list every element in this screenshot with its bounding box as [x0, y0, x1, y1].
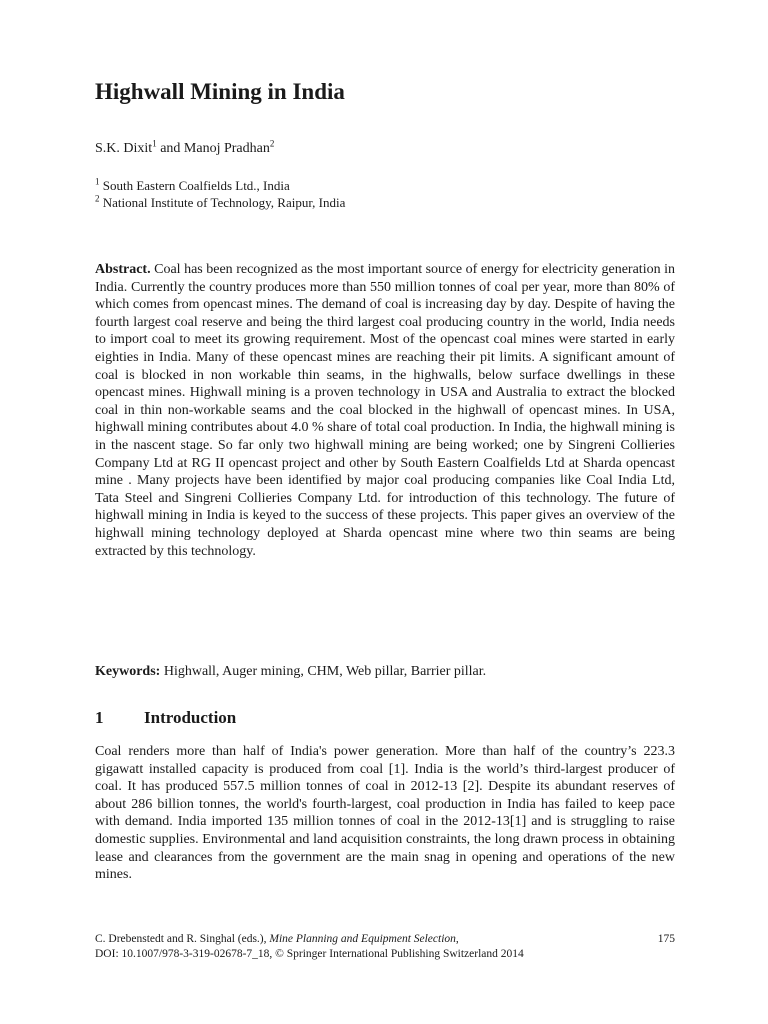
affiliation-item — [95, 177, 345, 194]
abstract-label: Abstract. — [95, 262, 151, 277]
affiliation-marker: 1 — [95, 176, 100, 187]
section-number: 1 — [95, 708, 104, 727]
author-name: S.K. Dixit — [95, 141, 153, 156]
author-name: Manoj Pradhan — [183, 141, 270, 156]
affiliation-item — [95, 194, 345, 211]
affiliation-marker: 2 — [95, 193, 100, 204]
abstract — [95, 261, 675, 560]
citation-punct: , — [455, 933, 459, 945]
editors-text: C. Drebenstedt and R. Singhal (eds.), — [95, 933, 270, 945]
abstract-text: Coal has been recognized as the most important source of energy for electricity generation in India. Currently the country produces more than 550 million tonnes of coal per year, more than 80% of which comes from opencast mines. The demand of coal is increasing day by day. Despite of having the fourth largest coal reserve and being the third largest coal producing country in the world, India needs to import coal to meet its growing requirement. Most of the opencast coal mines were started in early eighties in India. Many of these opencast mines are reaching their pit limits. A significant amount of coal is blocked in non workable thin seams, in the highwalls, below surface dwellings in these opencast mines. Highwall mining is a proven technology in USA and Australia to extract the blocked coal in thin non-workable seams and the coal blocked in the highwall of opencast mines. In USA, highwall mining contributes about 4.0 % share of total coal production. In India, the highwall mining is in the nascent stage. So far only two highwall mining are being worked; one by Singreni Collieries Company Ltd at RG II opencast project and other by South Eastern Coalfields Ltd at Sharda opencast mine . Many projects have been identified by major coal producing companies like Coal India Ltd, Tata Steel and Singreni Collieries Company Ltd. for introduction of this technology. The future of highwall mining in India is keyed to the success of these projects. This paper gives an overview of the highwall mining technology deployed at Sharda opencast mine where two thin seams are being extracted by this technology. — [95, 262, 675, 559]
doi-line: DOI: 10.1007/978-3-319-02678-7_18, © Springer International Publishing Switzerland 2014 — [95, 948, 524, 960]
page-number: 175 — [657, 933, 675, 945]
keywords — [95, 663, 675, 681]
author-joiner: and — [156, 141, 184, 156]
book-title: Mine Planning and Equipment Selection — [269, 933, 456, 945]
author-line — [95, 140, 274, 158]
paper-title: Highwall Mining in India — [95, 79, 345, 104]
introduction-paragraph: Coal renders more than half of India's power generation. More than half of the country’s 223.3 gigawatt installed capacity is produced from coal [1]. India is the world’s third-largest producer of coal. It has produced 557.5 million tonnes of coal in 2012-13 [2]. Despite its abundant reserves of about 286 billion tonnes, the world's fourth-largest, coal production in India has failed to keep pace with demand. India imported 135 million tonnes of coal in the 2012-13[1] and is struggling to raise domestic supplies. Environmental and land acquisition constraints, the long drawn process in obtaining lease and clearances from the government are the main snag in opening and operations of the new mines. — [95, 744, 675, 883]
affiliation-text: National Institute of Technology, Raipur, India — [99, 195, 346, 210]
affiliation-text: South Eastern Coalfields Ltd., India — [99, 178, 290, 193]
citation-line — [95, 932, 675, 947]
section-heading — [95, 708, 236, 728]
affiliations — [95, 177, 345, 211]
keywords-label: Keywords: — [95, 664, 161, 679]
affiliation-marker: 2 — [269, 138, 275, 149]
page-footer — [95, 932, 675, 962]
affiliation-marker: 1 — [152, 138, 157, 149]
section-title: Introduction — [144, 708, 237, 727]
keywords-text: Highwall, Auger mining, CHM, Web pillar, Barrier pillar. — [160, 664, 487, 679]
